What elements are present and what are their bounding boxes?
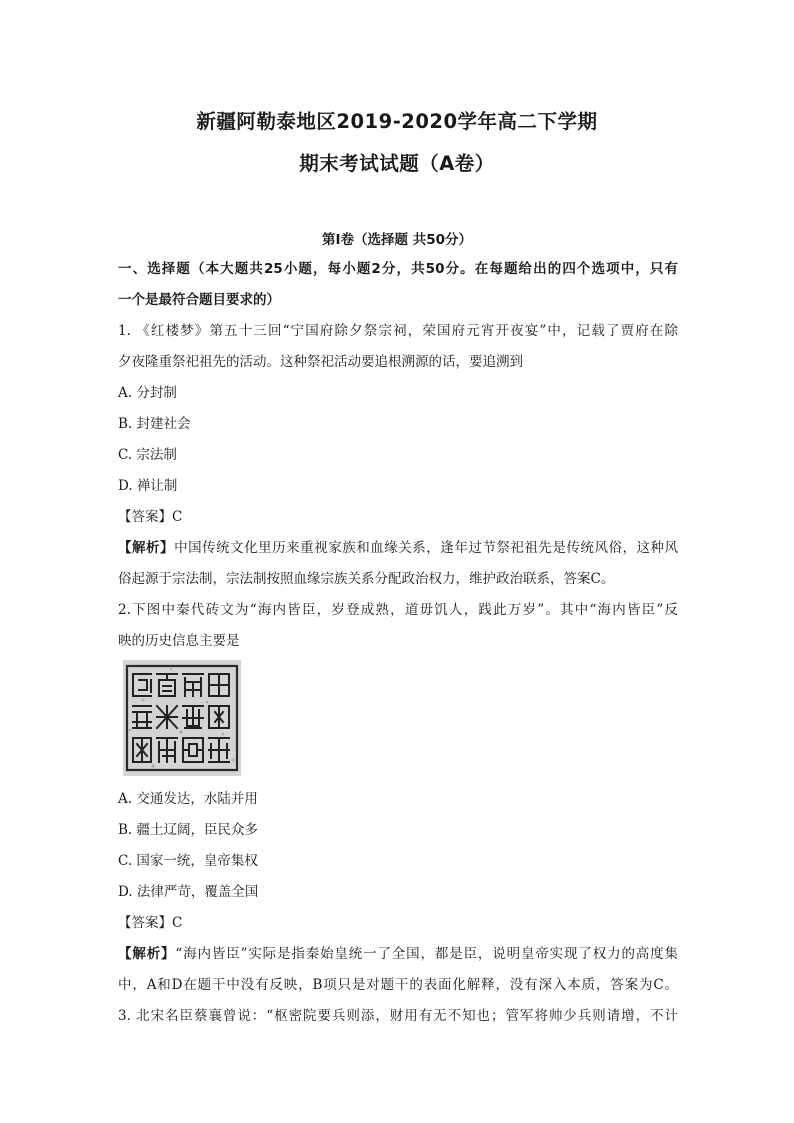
question-1-option-b: B. 封建社会 [118,416,191,432]
question-1-answer: 【答案】C [118,509,183,525]
question-2-option-a: A. 交通发达，水陆并用 [118,791,258,807]
analysis-label: 【解析】 [118,946,176,962]
analysis-text: 中国传统文化里历来重视家族和血缘关系，逢年过节祭祀祖先是传统风俗，这种风 [174,540,679,556]
question-2-answer: 【答案】C [118,915,183,931]
brick-inscription-drawing [123,660,241,776]
document-title-line-2: 期末考试试题（A卷） [299,152,495,175]
question-2-option-c: C. 国家一统，皇帝集权 [118,853,258,869]
qin-brick-inscription-image [123,660,241,776]
question-1-stem-line-1: 1. 《红楼梦》第五十三回“宁国府除夕祭宗祠，荣国府元宵开夜宴”中，记载了贾府在除 [118,323,678,339]
question-2-option-d: D. 法律严苛，覆盖全国 [118,884,259,900]
question-2-analysis-line-2: 中，A和D在题干中没有反映，B项只是对题干的表面化解释，没有深入本质，答案为C。 [118,977,678,993]
question-1-option-c: C. 宗法制 [118,447,177,463]
part-header-line-2: 一个是最符合题目要求的） [118,292,280,308]
question-1-stem-line-2: 夕夜隆重祭祀祖先的活动。这种祭祀活动要追根溯源的话，要追溯到 [118,354,523,370]
question-1-analysis-line-1 [118,538,678,558]
analysis-text: “海内皆臣”实际是指秦始皇统一了全国，都是臣，说明皇帝实现了权力的高度集 [175,946,678,962]
part-header-line-1: 一、选择题（本大题共25小题，每小题2分，共50分。在每题给出的四个选项中，只有 [118,261,678,277]
question-1-analysis-line-2: 俗起源于宗法制，宗法制按照血缘宗族关系分配政治权力，维护政治联系，答案C。 [118,571,615,587]
question-1-option-d: D. 禅让制 [118,478,178,494]
question-2-stem-line-2: 映的历史信息主要是 [118,633,240,649]
analysis-label: 【解析】 [118,540,175,556]
question-1-option-a: A. 分封制 [118,385,177,401]
question-3-stem-line-1: 3. 北宋名臣蔡襄曾说：“枢密院要兵则添，财用有无不知也；管军将帅少兵则请增，不计 [118,1008,678,1024]
question-2-analysis-line-1 [118,944,678,964]
section-header: 第Ⅰ卷（选择题 共50分） [321,232,472,248]
question-2-option-b: B. 疆土辽阔，臣民众多 [118,822,259,838]
question-2-stem-line-1: 2.下图中秦代砖文为“海内皆臣，岁登成熟，道毋饥人，践此万岁”。其中“海内皆臣”反 [118,602,678,618]
document-title-line-1: 新疆阿勒泰地区2019-2020学年高二下学期 [196,110,598,133]
